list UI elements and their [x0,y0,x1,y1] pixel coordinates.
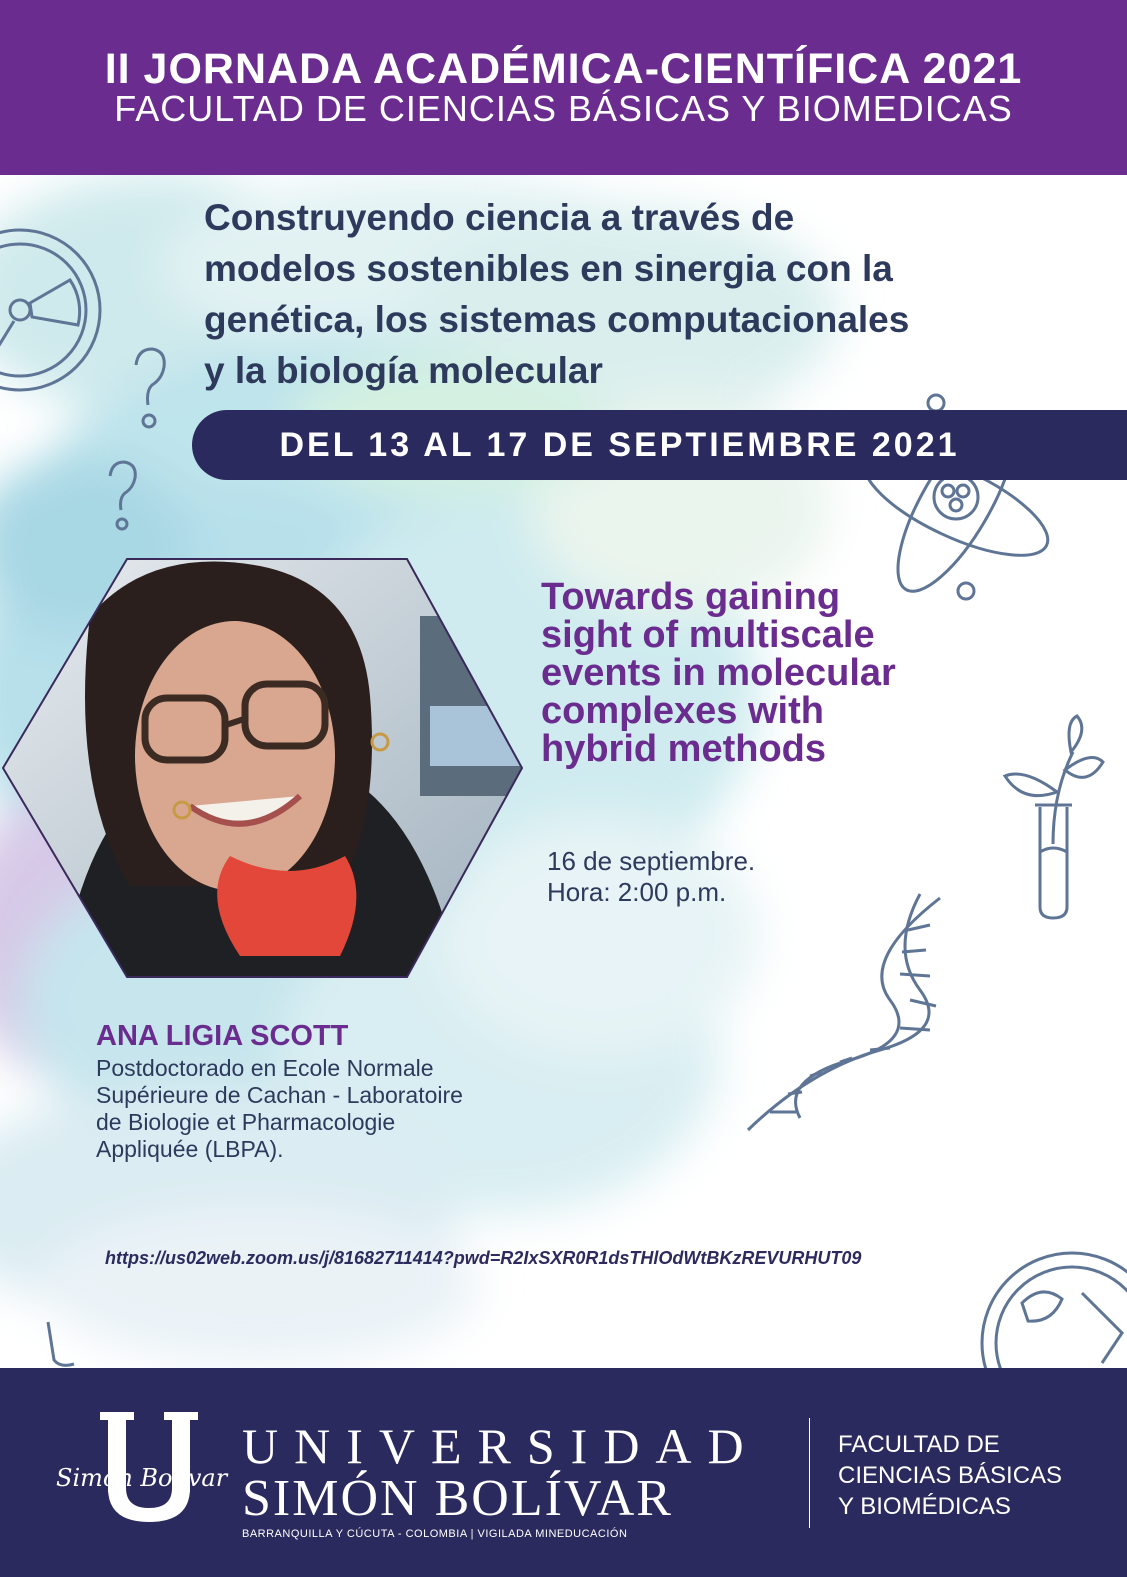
speaker-bio-line: de Biologie et Pharmacologie [96,1109,396,1135]
footer-faculty-line: CIENCIAS BÁSICAS [838,1462,1063,1489]
speaker-bio [96,1055,636,1163]
speaker-bio-line: Supérieure de Cachan - Laboratoire [96,1082,463,1108]
talk-title-line: hybrid methods [541,728,827,770]
talk-title [541,578,1061,768]
theme-line: y la biología molecular [204,350,603,391]
university-name-line2: SIMÓN BOLÍVAR [242,1470,673,1527]
theme-line: modelos sostenibles en sinergia con la [204,248,893,289]
talk-title-line: events in molecular [541,652,896,694]
speaker-name: ANA LIGIA SCOTT [96,1020,349,1052]
speaker-bio-line: Postdoctorado en Ecole Normale [96,1055,434,1081]
speaker-bio-line: Appliquée (LBPA). [96,1136,284,1162]
sketch-fragment-icon [40,1320,80,1370]
talk-title-line: sight of multiscale [541,614,875,656]
event-dates: DEL 13 AL 17 DE SEPTIEMBRE 2021 [279,426,960,464]
event-title: II JORNADA ACADÉMICA-CIENTÍFICA 2021 [104,45,1023,93]
talk-schedule [547,846,947,908]
university-tagline: BARRANQUILLA Y CÚCUTA - COLOMBIA | VIGILADA MINEDUCACIÓN [242,1528,628,1540]
zoom-link[interactable]: https://us02web.zoom.us/j/81682711414?pwd=R2IxSXR0R1dsTHlOdWtBKzREVURHUT09 [105,1248,862,1268]
speaker-photo [0,556,525,980]
question-mark-icon [104,458,144,538]
footer-faculty-line: Y BIOMÉDICAS [838,1493,1011,1520]
dna-helix-sketch-icon [740,890,955,1140]
footer-divider [809,1418,810,1528]
question-mark-icon [128,345,173,435]
talk-time: Hora: 2:00 p.m. [547,877,727,907]
university-name-line1: UNIVERSIDAD [242,1418,760,1474]
talk-title-line: complexes with [541,690,824,732]
talk-date: 16 de septiembre. [547,846,756,876]
footer-faculty [838,1429,1098,1522]
talk-title-line: Towards gaining [541,576,841,618]
radiation-sketch-icon [0,225,115,395]
faculty-subtitle: FACULTAD DE CIENCIAS BÁSICAS Y BIOMEDICAS [114,88,1013,129]
footer-faculty-line: FACULTAD DE [838,1431,1000,1458]
theme-line: Construyendo ciencia a través de [204,197,795,238]
university-logo [52,1408,242,1536]
theme-text [204,192,1104,396]
theme-line: genética, los sistemas computacionales [204,299,910,340]
logo-script-text: Simón Bolívar [56,1464,228,1492]
